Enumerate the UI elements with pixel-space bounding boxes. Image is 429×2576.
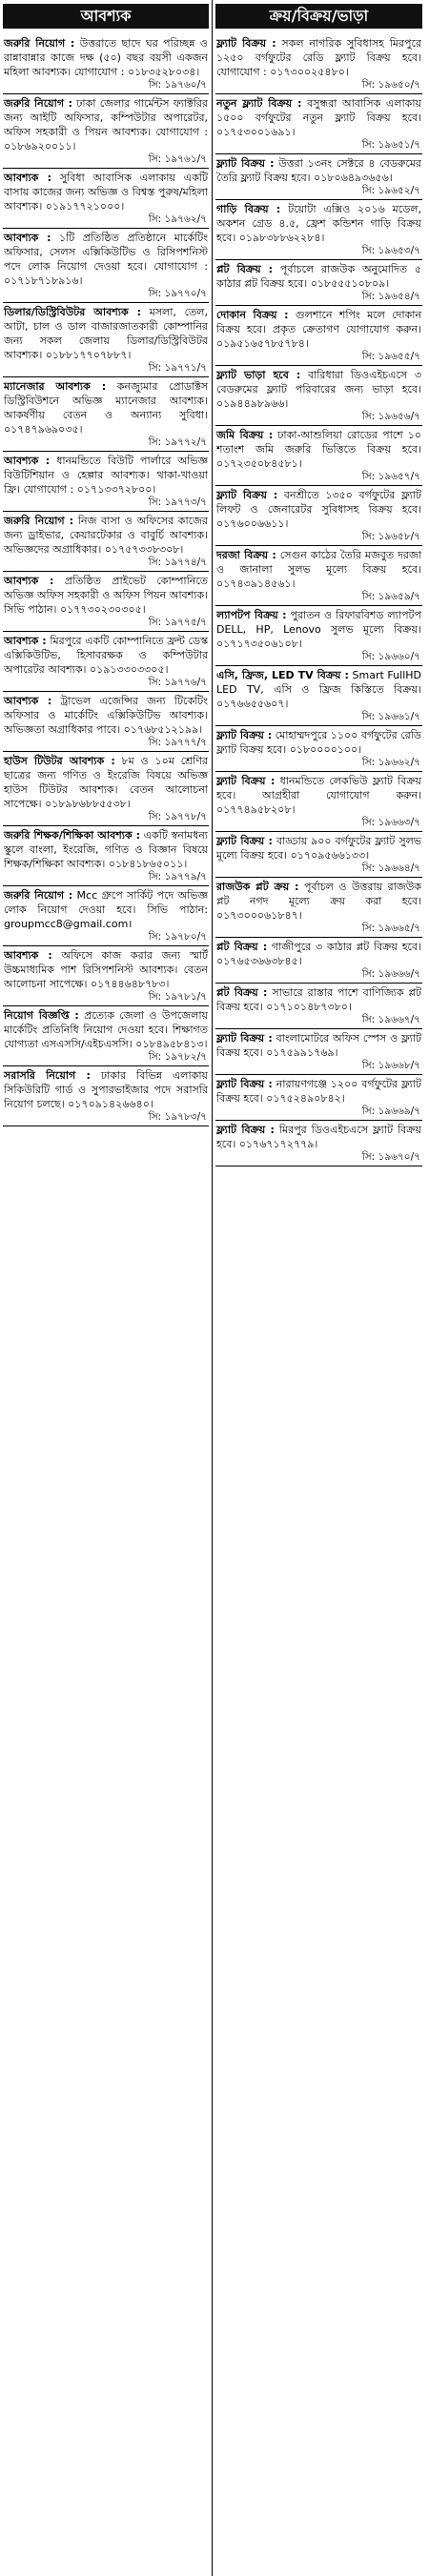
ad-lead: জরুরি নিয়োগ : xyxy=(4,515,74,527)
ad-lead: আবশ্যক : xyxy=(4,455,51,467)
classified-ad xyxy=(3,886,209,931)
classified-ad xyxy=(215,1029,422,1060)
ad-reference-number: সি: ১৯৭৭২/৭ xyxy=(3,436,209,452)
ad-reference-number: সি: ১৯৬৬৩/৭ xyxy=(215,817,422,832)
classified-ad xyxy=(215,878,422,923)
ad-body: মিরপুরে একটি কোম্পানিতে ফ্রন্ট ডেস্ক এক্সিকিউটিভ, হিসাবরক্ষক ও কম্পিউটার অপারেটর আবশ্যক। ০১৯১৩৩০৩৩০৫। xyxy=(4,635,208,676)
classified-ad xyxy=(3,632,209,677)
ad-reference-number: সি: ১৯৭৭৯/৭ xyxy=(3,871,209,886)
ad-reference-number: সি: ১৯৭৭৫/৭ xyxy=(3,617,209,632)
classified-ad xyxy=(3,34,209,79)
ad-reference-number: সি: ১৯৬৫১/৭ xyxy=(215,139,422,154)
classified-ad xyxy=(3,572,209,617)
ad-lead: আবশ্যক : xyxy=(4,695,52,707)
classified-ad xyxy=(3,1066,209,1111)
ad-lead: নতুন ফ্ল্যাট বিক্রয় : xyxy=(216,97,302,110)
column-heading-wanted: আবশ্যক xyxy=(3,4,209,29)
ad-reference-number: সি: ১৯৬৭০/৭ xyxy=(215,1151,422,1166)
ad-lead: জমি বিক্রয় : xyxy=(216,429,274,441)
ad-lead: গাড়ি বিক্রয় : xyxy=(216,203,281,215)
classified-ad xyxy=(3,946,209,991)
classified-ad xyxy=(3,169,209,213)
ad-lead: জরুরি নিয়োগ : xyxy=(4,889,73,902)
column-wanted xyxy=(0,0,213,2576)
ad-lead: আবশ্যক : xyxy=(4,635,47,647)
ad-lead: এসি, ফ্রিজ, LED TV বিক্রয় : xyxy=(216,669,349,681)
classified-ad xyxy=(215,1121,422,1151)
classified-ad xyxy=(215,1075,422,1105)
ad-reference-number: সি: ১৯৬৫৩/৭ xyxy=(215,245,422,260)
ad-body: পূর্বাচলে রাজউক অনুমোদিত ৫ কাঠার প্লট বিক্রয় হবে। ০১৮৫৫৫১০৮০৯। xyxy=(216,263,421,290)
ad-body: মসলা, তেল, আটা, চাল ও ডাল বাজারজাতকারী কোম্পানির জন্য সকল জেলায় ডিলার/ডিস্ট্রিবিউটর আবশ্যক। ০১৮৮১৭৭০৭৮৮৭। xyxy=(4,306,209,361)
ad-body: বাংলামোটরে অফিস স্পেস ও ফ্ল্যাট বিক্রয় হবে। ০১৭৫৯৯১৭৬৯। xyxy=(216,1032,421,1059)
ad-reference-number: সি: ১৯৭৭৭/৭ xyxy=(3,737,209,752)
ad-reference-number: সি: ১৯৬৬৭/৭ xyxy=(215,1014,422,1029)
classified-ad xyxy=(215,984,422,1014)
ad-reference-number: সি: ১৯৬৬২/৭ xyxy=(215,757,422,772)
ad-body: গুলশানে শপিং মলে দোকান বিক্রয় হবে। প্রকৃত ক্রেতাগণ যোগাযোগ করুন। ০১৯৫১৬৫৭৮৫৭৮৪। xyxy=(216,309,422,350)
ad-lead: ফ্ল্যাট বিক্রয় : xyxy=(216,729,273,741)
classified-ad xyxy=(215,94,422,139)
ad-reference-number: সি: ১৯৭৭৬/৭ xyxy=(3,677,209,692)
ad-reference-number: সি: ১৯৬৫৫/৭ xyxy=(215,351,422,366)
classified-ad xyxy=(215,200,422,245)
ad-lead: হাউস টিউটর আবশ্যক : xyxy=(4,755,115,767)
ad-body: একটি স্বনামধন্য স্কুলে বাংলা, ইংরেজি, গণিত ও বিজ্ঞান বিষয়ে শিক্ষক/শিক্ষিকা আবশ্যক। ০১৮৪১৮৬৫০১১। xyxy=(4,829,208,870)
ad-reference-number: সি: ১৯৭৭৮/৭ xyxy=(3,811,209,826)
ad-lead: ডিলার/ডিস্ট্রিবিউটর আবশ্যক : xyxy=(4,306,142,318)
ad-body: সাভারে রাস্তার পাশে বাণিজ্যিক প্লট বিক্রয় হবে। ০১৭১০১৪৮৭৩৮০। xyxy=(216,986,422,1013)
ad-lead: ফ্ল্যাট বিক্রয় : xyxy=(216,157,275,170)
ad-body: Mcc গ্রুপে সার্কিট পদে অভিজ্ঞ লোক নিয়োগ দেওয়া হবে। সিভি পাঠান: groupmcc8@gmail.com। xyxy=(4,889,209,930)
ad-body: প্রত্যেক জেলা ও উপজেলায় মার্কেটিং প্রতিনিধি নিয়োগ দেওয়া হবে। শিক্ষাগত যোগ্যতা এসএসসি/এইচএসসি। ০১৮৪৯৫৮৪১৩। xyxy=(4,1009,208,1050)
ad-reference-number: সি: ১৯৭৮৩/৭ xyxy=(3,1111,209,1126)
ad-body: বারিধারা ডিওএইচএসে ৩ বেডরুমের ফ্ল্যাট পরিবারের জন্য ভাড়া হবে। ০১৯৪৪৯৮৯৬৬। xyxy=(216,369,422,410)
ad-lead: ফ্ল্যাট বিক্রয় : xyxy=(216,489,278,501)
ad-reference-number: সি: ১৯৬৬৯/৭ xyxy=(215,1105,422,1121)
ad-lead: ফ্ল্যাট বিক্রয় : xyxy=(216,37,276,50)
ad-reference-number: সি: ১৯৬৬৪/৭ xyxy=(215,862,422,878)
ad-body: পুরাতন ও রিফারবিশড ল্যাপটপ DELL, HP, Lenovo সুলভ মূল্যে বিক্রয়। ০১৭১৭৩৫০৬১০৮। xyxy=(216,609,421,650)
ad-body: পূর্বাচল ও উত্তরায় রাজউক প্লট নগদ মূল্যে ক্রয় করা হবে। ০১৭৩০০০৬১৮৪৭। xyxy=(216,881,421,922)
ad-body: সেগুন কাঠের তৈরি মজবুত দরজা ও জানালা সুলভ মূল্যে বিক্রয় হবে। ০১৭৪৩৯১৪৫৬১। xyxy=(216,549,422,590)
ad-lead: জরুরি শিক্ষক/শিক্ষিকা আবশ্যক : xyxy=(4,829,141,842)
ad-reference-number: সি: ১৯৬৬৫/৭ xyxy=(215,923,422,938)
classified-ad xyxy=(215,726,422,757)
ad-lead: প্লট বিক্রয় : xyxy=(216,986,268,999)
classified-ad xyxy=(3,752,209,811)
ad-body: ১টি প্রতিষ্ঠিত প্রতিষ্ঠানে মার্কেটিং অফিসার, সেলস এক্সিকিউটিভ ও রিসিপশনিস্ট পদে লোক নিয়োগ দেওয়া হবে। যোগাযোগ : ০১৭১৮৭১৮৯১৬। xyxy=(4,232,209,287)
classified-ad xyxy=(3,512,209,557)
ad-lead: সরাসরি নিয়োগ : xyxy=(4,1069,91,1082)
ad-lead: আবশ্যক : xyxy=(4,172,51,184)
ad-body: ঢাকা জেলার গার্মেন্টস ফ্যাক্টরির জন্য আইটি অফিসার, কম্পিউটার অপারেটর, অফিস সহকারী ও পিয়ন আবশ্যক। যোগাযোগ : ০১৮৬৯২০০১১। xyxy=(4,97,208,152)
classified-ad xyxy=(215,426,422,471)
ad-reference-number: সি: ১৯৬৬০/৭ xyxy=(215,651,422,666)
ad-lead: ল্যাপটপ বিক্রয় : xyxy=(216,609,287,621)
ad-body: নিজ বাসা ও অফিসের কাজের জন্য ড্রাইভার, কেয়ারটেকার ও বাবুর্চি আবশ্যক। অভিজ্ঞদের অগ্রাধিকার। ০১৭৫৭৩৩৮৩০৮। xyxy=(4,515,208,556)
classified-ad xyxy=(215,154,422,185)
classified-ad xyxy=(3,229,209,288)
ad-lead: ফ্ল্যাট বিক্রয় : xyxy=(216,1124,275,1136)
ad-body: কনজ্যুমার প্রোডাক্টস ডিস্ট্রিবিউশনে অভিজ্ঞ ম্যানেজার আবশ্যক। আকর্ষণীয় বেতন ও অন্যান্য সুবিধা। ০১৭৪৭৯৬৯০৩৫। xyxy=(4,380,209,436)
ad-reference-number: সি: ১৯৭৬১/৭ xyxy=(3,153,209,169)
ad-lead: আবশ্যক : xyxy=(4,232,51,244)
ad-body: ঢাকা-আশুলিয়া রোডের পাশে ১০ শতাংশ জমি জরুরি ভিত্তিতে বিক্রয় হবে। ০১৭২৩৫০৮৪৫৮১। xyxy=(216,429,422,470)
ad-body: মিরপুর ডিওএইচএসে ফ্ল্যাট বিক্রয় হবে। ০১৭৬৭১৭২৭৭৯। xyxy=(216,1124,421,1150)
ad-body: বসুন্ধরা আবাসিক এলাকায় ১৫০০ বর্গফুটের নতুন ফ্ল্যাট বিক্রয় হবে। ০১৭৫৩০০১৬৯১। xyxy=(216,97,421,138)
column-buy-sell-rent xyxy=(213,0,425,2576)
ad-reference-number: সি: ১৯৬৫৪/৭ xyxy=(215,291,422,306)
ad-lead: প্লট বিক্রয় : xyxy=(216,263,274,275)
classified-ad xyxy=(3,1006,209,1051)
ad-reference-number: সি: ১৯৭৬০/৭ xyxy=(3,79,209,94)
classified-ad xyxy=(215,666,422,711)
classified-ad xyxy=(215,366,422,411)
classified-ad xyxy=(215,606,422,651)
ad-body: উত্তরাতে ছাদে ঘর পরিচ্ছন্ন ও রান্নাবান্নার কাজে দক্ষ (৫০) বছর বয়সী একজন মহিলা আবশ্যক। যোগাযোগ : ০১৮৩৫২৮০৩৪। xyxy=(4,37,208,78)
ad-list-buy-sell-rent xyxy=(215,34,422,1166)
ad-reference-number: সি: ১৯৭৬২/৭ xyxy=(3,213,209,229)
ad-reference-number: সি: ১৯৭৭৩/৭ xyxy=(3,497,209,512)
ad-lead: দরজা বিক্রয় : xyxy=(216,549,276,561)
ad-body: সুবিধা আবাসিক এলাকায় একটি বাসায় কাজের জন্য অভিজ্ঞ ও বিশ্বস্ত পুরুষ/মহিলা আবশ্যক। ০১৯১৭৭২১০০০। xyxy=(4,172,208,213)
ad-body: টয়োটা এক্সিও ২০১৬ মডেল, অকশন গ্রেড ৪.৫, ফ্রেশ কন্ডিশন গাড়ি বিক্রয় হবে। ০১৯৮৩৮৮৬২২৮৪। xyxy=(216,203,421,244)
ad-body: বনশ্রীতে ১৩৫০ বর্গফুটের ফ্ল্যাট লিফট ও জেনারেটর সুবিধাসহ বিক্রয় হবে। ০১৭৬০০৬৬১১। xyxy=(216,489,421,530)
ad-lead: জরুরি নিয়োগ : xyxy=(4,37,75,50)
ad-list-wanted xyxy=(3,34,209,1126)
ad-reference-number: সি: ১৯৬৫২/৭ xyxy=(215,185,422,200)
ad-reference-number: সি: ১৯৭৮০/৭ xyxy=(3,931,209,946)
ad-reference-number: সি: ১৯৬৬৬/৭ xyxy=(215,968,422,984)
ad-body: উত্তরা ১৩নং সেক্টরে ৪ বেডরুমের তৈরি ফ্ল্যাট বিক্রয় হবে। ০১৮০৬৪৯৩৬৫৬। xyxy=(216,157,421,184)
ad-body: মোহাম্মদপুরে ১১০০ বর্গফুটের রেডি ফ্ল্যাট বিক্রয় হবে। ০১৮০০০০১০০। xyxy=(216,729,421,756)
classified-ad xyxy=(3,377,209,436)
classified-ad xyxy=(3,452,209,497)
ad-reference-number: সি: ১৯৬৫৯/৭ xyxy=(215,591,422,606)
ad-reference-number: সি: ১৯৭৭৪/৭ xyxy=(3,557,209,572)
ad-lead: ফ্ল্যাট বিক্রয় : xyxy=(216,1032,273,1045)
ad-lead: আবশ্যক : xyxy=(4,575,54,587)
ad-body: নারায়ণগঞ্জে ১২০০ বর্গফুটের ফ্ল্যাট বিক্রয় হবে। ০১৭৫২৪৯০৮৪২। xyxy=(216,1078,421,1105)
classified-ad xyxy=(3,303,209,362)
classified-ad xyxy=(3,94,209,153)
ad-lead: নিয়োগ বিজ্ঞপ্তি : xyxy=(4,1009,79,1022)
classified-ad xyxy=(215,34,422,79)
ad-reference-number: সি: ১৯৬৬১/৭ xyxy=(215,711,422,726)
ad-body: সকল নাগরিক সুবিধাসহ মিরপুরে ১২৫০ বর্গফুটের রেডি ফ্ল্যাট বিক্রয় হবে। যোগাযোগ : ০১৭৩০০২৫৪৮০। xyxy=(216,37,421,78)
ad-reference-number: সি: ১৯৬৬৮/৭ xyxy=(215,1060,422,1075)
ad-lead: জরুরি নিয়োগ : xyxy=(4,97,72,110)
ad-body: প্রতিষ্ঠিত প্রাইভেট কোম্পানিতে অভিজ্ঞ অফিস সহকারী ও অফিস পিয়ন আবশ্যক। সিভি পাঠান। ০১৭৭৩০২৩০৩০৫। xyxy=(4,575,209,616)
ad-lead: দোকান বিক্রয় : xyxy=(216,309,289,321)
ad-reference-number: সি: ১৯৭৮২/৭ xyxy=(3,1051,209,1066)
ad-lead: রাজউক প্লট ক্রয় : xyxy=(216,881,299,893)
ad-body: ধানমন্ডিতে বিউটি পার্লারে অভিজ্ঞ বিউটিশিয়ান ও হেল্পার আবশ্যক। থাকা-খাওয়া ফ্রি। যোগাযোগ : ০১৭১৩৩৭২৮০০। xyxy=(4,455,209,496)
ad-body: গাজীপুরে ৩ কাঠার প্লট বিক্রয় হবে। ০১৭৬৫৩৬৬৩৮৪৫। xyxy=(216,941,422,967)
classified-ad xyxy=(215,306,422,351)
classified-ad xyxy=(215,260,422,291)
classified-ad xyxy=(215,832,422,862)
ad-lead: ফ্ল্যাট বিক্রয় : xyxy=(216,1078,273,1090)
ad-body: অফিসে কাজ করার জন্য স্মার্ট উচ্চমাধ্যমিক পাশ রিসিপশনিস্ট আবশ্যক। বেতন আলোচনা সাপেক্ষে। ০১৭৪৪৬৪৮৭৮৩। xyxy=(4,949,209,990)
ad-reference-number: সি: ১৯৬৫৮/৭ xyxy=(215,531,422,546)
ad-reference-number: সি: ১৯৬৫৬/৭ xyxy=(215,411,422,426)
classified-ad xyxy=(215,938,422,968)
ad-reference-number: সি: ১৯৭৭০/৭ xyxy=(3,288,209,303)
ad-lead: ম্যানেজার আবশ্যক : xyxy=(4,380,107,393)
classified-ad xyxy=(3,692,209,737)
ad-reference-number: সি: ১৯৭৭১/৭ xyxy=(3,362,209,377)
ad-body: ৮ম ও ১০ম শ্রেণির ছাত্রের জন্য গণিত ও ইংরেজি বিষয়ে অভিজ্ঞ হাউস টিউটর আবশ্যক। বেতন আলোচনা সাপেক্ষে। ০১৮৯৮৬৮৮৫৫৩৮। xyxy=(4,755,208,810)
ad-body: Smart FullHD LED TV, এসি ও ফ্রিজ কিস্তিতে বিক্রয়। ০১৭৬৬৫৫৬০৭। xyxy=(216,669,421,710)
classified-ad xyxy=(215,772,422,817)
ad-reference-number: সি: ১৯৭৮১/৭ xyxy=(3,991,209,1006)
ad-lead: ফ্ল্যাট বিক্রয় : xyxy=(216,775,276,787)
classified-ad xyxy=(215,546,422,591)
ad-body: ঢাকার বিভিন্ন এলাকায় সিকিউরিটি গার্ড ও সুপারভাইজার পদে সরাসরি নিয়োগ চলছে। ০১৭০৯১৪২৬৬৪০। xyxy=(4,1069,209,1110)
ad-lead: ফ্ল্যাট ভাড়া হবে : xyxy=(216,369,301,381)
ad-body: বাড্ডায় ৯০০ বর্গফুটের ফ্ল্যাট সুলভ মূল্যে বিক্রয় হবে। ০১৭০৯৫৬৬১৩৩। xyxy=(216,835,421,862)
ad-lead: প্লট বিক্রয় : xyxy=(216,941,268,953)
classified-ad xyxy=(215,486,422,531)
ad-body: ধানমন্ডিতে লেকভিউ ফ্ল্যাট বিক্রয় হবে। আগ্রহীরা যোগাযোগ করুন। ০১৭৭৪৯৫৮২০৮। xyxy=(216,775,421,816)
ad-reference-number: সি: ১৯৬৫০/৭ xyxy=(215,79,422,94)
column-heading-buy-sell-rent: ক্রয়/বিক্রয়/ভাড়া xyxy=(215,4,422,29)
ad-lead: ফ্ল্যাট বিক্রয় : xyxy=(216,835,273,847)
ad-lead: আবশ্যক : xyxy=(4,949,52,962)
ad-body: ট্রাভেল এজেন্সির জন্য টিকেটিং অফিসার ও মার্কেটিং এক্সিকিউটিভ আবশ্যক। অভিজ্ঞতা অগ্রাধিকার পাবে। ০১৭৬৮৫১২১৯৯। xyxy=(4,695,209,736)
ad-reference-number: সি: ১৯৬৫৭/৭ xyxy=(215,471,422,486)
classified-ad xyxy=(3,826,209,871)
